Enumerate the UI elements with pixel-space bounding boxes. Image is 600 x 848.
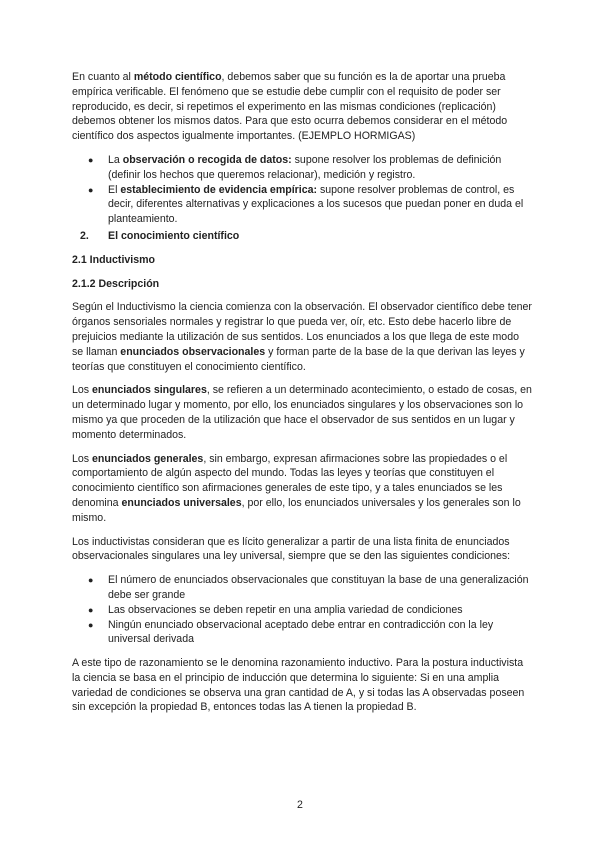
list-item [72,603,532,618]
list-item [72,183,532,227]
bullet-icon: ● [88,154,94,165]
list-item-text: La [108,153,123,166]
paragraph-generales [72,452,532,526]
paragraph-text: Los [72,384,93,397]
bullet-icon: ● [88,619,94,630]
list-item-bold: observación o recogida de datos: [122,153,292,166]
section-title: El conocimiento científico [108,229,240,242]
list-item [72,573,532,603]
section-heading-2 [72,229,532,244]
list-item-text: supone resolver los problemas de definición (definir los hechos que queremos relacionar), medición y registro. [108,153,502,181]
paragraph-bold: enunciados generales [92,452,204,465]
bullet-list-aspects [72,153,532,227]
bullet-icon: ● [88,575,94,586]
paragraph-bold: enunciados singulares [92,384,207,397]
paragraph-text: Según el Inductivismo la ciencia comienza con la observación. El observador científico debe tener órganos sensoriales normales y registrar lo que pueda ver, oír, etc. Esto debe hacerlo libre de prejuicios mediante la utilización de sus sentidos. Los enunciados a los que llega de este modo se llaman [72,301,532,358]
page-content [72,70,532,724]
list-item [72,618,532,648]
intro-bold-1: método científico [133,71,222,83]
paragraph-bold: enunciados observacionales [120,345,266,358]
list-item-text: Ningún enunciado observacional aceptado debe entrar en contradicción con la ley universal derivada [108,618,494,646]
intro-text-2: , debemos saber que su función es la de aportar una prueba empírica verificable. El fenómeno que se estudie debe cumplir con el requisito de poder ser reproducido, es decir, si repetimos el experimento en las mismas condiciones (replicación) debemos obtener los mismos datos. Para que esto ocurra debemos considerar en el método científico dos aspectos igualmente importantes. (EJEMPLO HORMIGAS) [72,71,508,143]
paragraph-condiciones: Los inductivistas consideran que es lícito generalizar a partir de una lista finita de enunciados observacionales singulares una ley universal, siempre que se den las siguientes condiciones: [72,535,511,563]
paragraph-text: y forman parte de la base de la que derivan las leyes y teorías que constituyen el conocimiento científico. [72,345,525,373]
heading-descripcion: 2.1.2 Descripción [72,277,160,290]
bullet-icon: ● [88,604,94,615]
list-item-text: Las observaciones se deben repetir en una amplia variedad de condiciones [108,603,463,616]
list-item-text: El número de enunciados observacionales que constituyan la base de una generalización debe ser grande [108,574,529,601]
list-item-text: El [108,183,121,196]
paragraph-bold: enunciados universales [121,496,242,509]
list-item-bold: establecimiento de evidencia empírica: [120,183,318,196]
paragraph-text: , sin embargo, expresan afirmaciones sobre las propiedades o el comportamiento de algún aspecto del mundo. Todas las leyes y teorías que constituyen el conocimiento científico son afirmaciones generales de este tipo, y a tales enunciados se les denomina [72,452,508,509]
section-number: 2. [80,229,89,242]
bullet-icon: ● [88,184,94,195]
paragraph-text: , se refieren a un determinado acontecimiento, o estado de cosas, en un determinado lugar y momento, por ello, los enunciados singulares y los observaciones son lo mismo ya que proceden de la utilización que hace el observador de sus sentidos en un lugar y momento determinados. [72,384,532,441]
paragraph-text: Los [72,452,93,465]
page-number: 2 [297,799,303,811]
list-item [72,153,532,183]
intro-text-1: En cuanto al [72,71,134,83]
paragraph-observacion [72,300,532,374]
intro-paragraph [72,70,532,144]
heading-inductivismo: 2.1 Inductivismo [72,253,156,266]
bullet-list-conditions [72,573,532,647]
paragraph-razonamiento-inductivo: A este tipo de razonamiento se le denomina razonamiento inductivo. Para la postura inductivista la ciencia se basa en el principio de inducción que determina lo siguiente: Si en una amplia variedad de condiciones se observa una gran cantidad de A, y si todas las A observadas poseen sin excepción la propiedad B, entonces todas las A tienen la propiedad B. [72,657,525,714]
list-item-text: supone resolver problemas de control, es decir, diferentes alternativas y explicaciones a los sucesos que puedan poner en duda el planteamiento. [108,183,524,226]
paragraph-text: , por ello, los enunciados universales y los generales son lo mismo. [72,496,521,524]
paragraph-singulares [72,383,532,442]
